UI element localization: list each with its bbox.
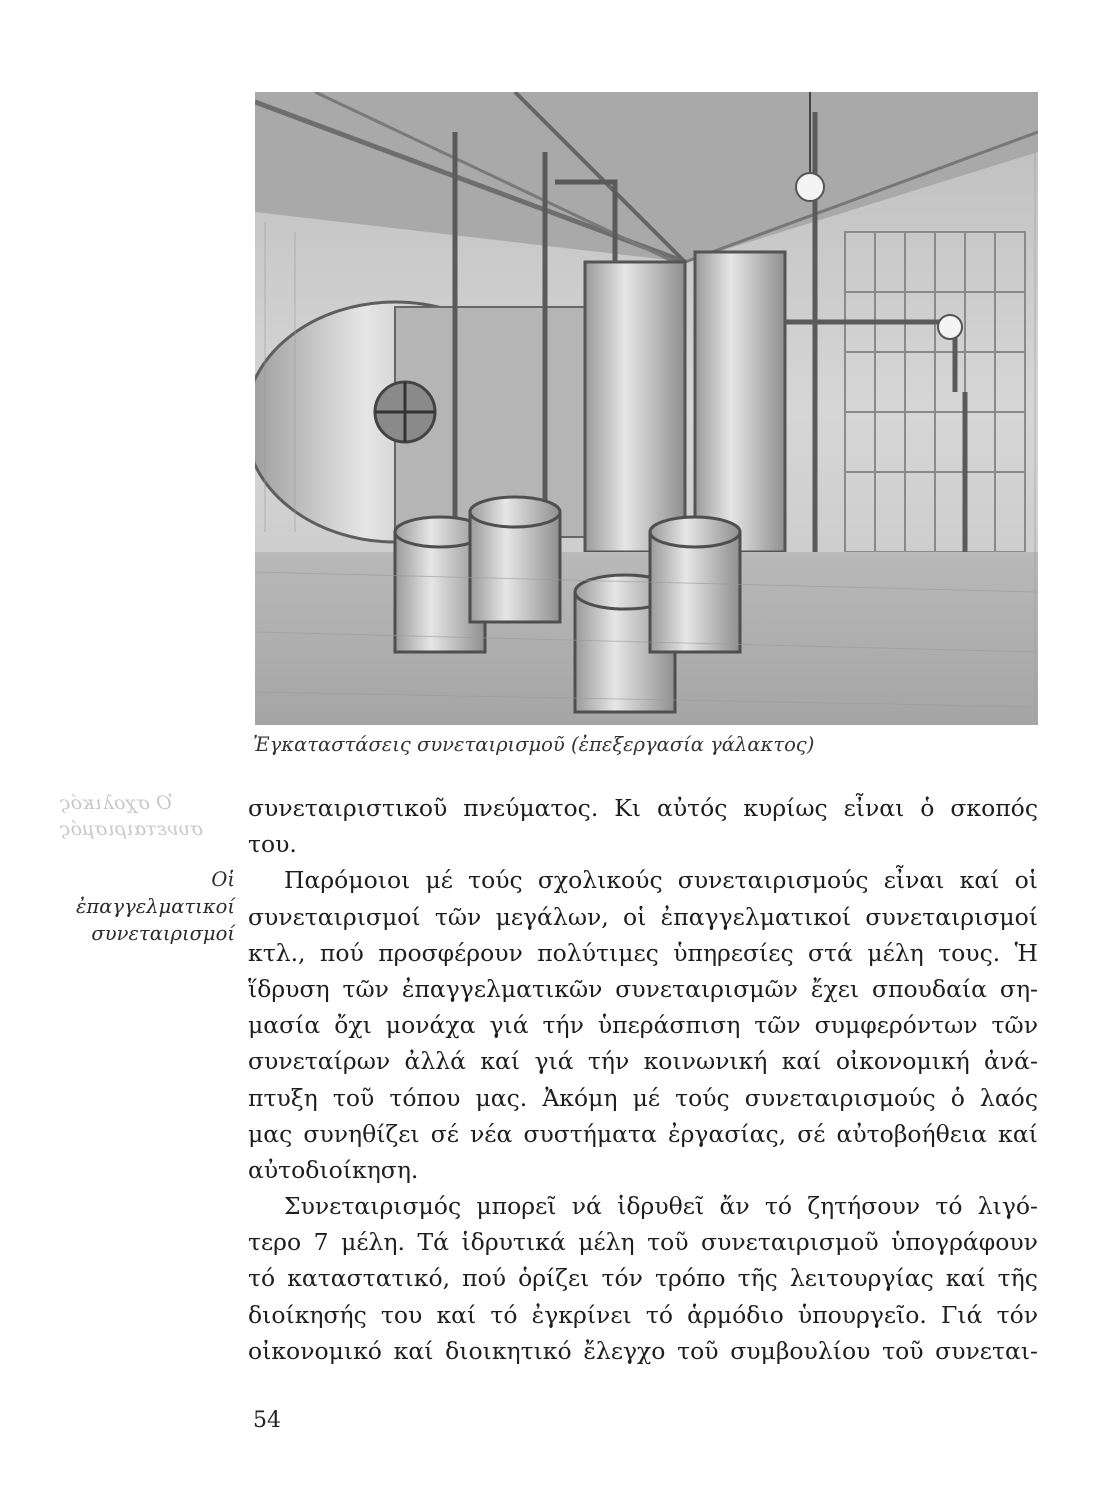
word: ὑπογράφουν bbox=[891, 1228, 1038, 1257]
word: ἔχει bbox=[810, 974, 860, 1003]
word: του bbox=[380, 1300, 423, 1329]
word: τοῦ bbox=[882, 1336, 924, 1365]
word: αὐτοβοήθεια bbox=[836, 1119, 988, 1148]
margin-note-line: Οἱ bbox=[211, 868, 235, 891]
word: οἰκονομικό bbox=[248, 1336, 382, 1365]
word: συνεται- bbox=[935, 1336, 1038, 1365]
page-number: 54 bbox=[253, 1408, 281, 1433]
figure-caption: Ἐγκαταστάσεις συνεταιρισμοῦ (ἐπεξεργασία γάλακτος) bbox=[253, 733, 815, 756]
word: ὄχι bbox=[334, 1011, 372, 1040]
text-line: του. bbox=[248, 830, 297, 859]
word: τῆς bbox=[997, 1264, 1038, 1293]
word: καί bbox=[959, 866, 1000, 895]
word: πού bbox=[462, 1264, 507, 1293]
word: ἁρμόδιο bbox=[687, 1300, 784, 1329]
word: σκοπός bbox=[950, 794, 1038, 822]
ghost-line: Ὁ σχολικός bbox=[60, 792, 173, 814]
word: τό bbox=[764, 1192, 793, 1221]
word: μέλη bbox=[578, 1228, 635, 1257]
word: μέ bbox=[425, 866, 453, 895]
word: συνεταιρισμοί bbox=[248, 902, 421, 931]
word: καί bbox=[945, 1264, 986, 1293]
word: Τά bbox=[417, 1228, 449, 1257]
word: διοικητικό bbox=[445, 1336, 572, 1365]
word: οἰκονομική bbox=[835, 1047, 970, 1076]
word: τοῦ bbox=[332, 1083, 375, 1112]
word: τό bbox=[248, 1264, 276, 1293]
margin-note-line: ἐπαγγελματικοί bbox=[75, 895, 235, 918]
word: πού bbox=[319, 938, 364, 967]
word: καί bbox=[436, 1300, 477, 1329]
word: καί bbox=[998, 1119, 1038, 1148]
ghost-line: συνεταιρισμός bbox=[60, 818, 204, 840]
word: συστήματα bbox=[523, 1119, 657, 1148]
word: ἐπαγγελματικοί bbox=[660, 902, 852, 931]
word: Κι bbox=[614, 794, 642, 822]
word: τήν bbox=[542, 1011, 584, 1040]
word: μέ bbox=[632, 1083, 661, 1112]
word: συνεταιριστικοῦ bbox=[248, 794, 448, 822]
word: ἔλεγχο bbox=[583, 1336, 666, 1365]
word: μας bbox=[248, 1119, 293, 1148]
word: ζητήσουν bbox=[807, 1192, 921, 1221]
word: σέ bbox=[430, 1119, 459, 1148]
word: Ἡ bbox=[1014, 938, 1038, 967]
text-line bbox=[248, 1188, 1038, 1224]
word: συνεταίρων bbox=[248, 1047, 391, 1076]
word: Ἀκόμη bbox=[542, 1083, 618, 1112]
word: γιά bbox=[534, 1047, 574, 1076]
word: λειτουργίας bbox=[789, 1264, 934, 1293]
word: τῶν bbox=[754, 1011, 801, 1040]
word: τό bbox=[935, 1192, 963, 1221]
margin-note bbox=[40, 866, 235, 947]
text-line bbox=[248, 1297, 1038, 1333]
word: τόν bbox=[601, 1264, 643, 1293]
word: τῶν bbox=[342, 974, 389, 1003]
word: σχολικούς bbox=[537, 866, 663, 895]
word: κυρίως bbox=[743, 794, 828, 822]
text-line bbox=[248, 862, 1038, 898]
word: Παρόμοιοι bbox=[284, 866, 411, 895]
text-line bbox=[248, 1333, 1038, 1369]
word: εἶναι bbox=[843, 794, 905, 822]
word: τρόπο bbox=[654, 1264, 726, 1293]
word: ἐγκρίνει bbox=[531, 1300, 632, 1329]
word: τους. bbox=[938, 938, 1001, 967]
word: ὁ bbox=[950, 1083, 965, 1112]
word: μονάχα bbox=[385, 1011, 476, 1040]
word: σέ bbox=[797, 1119, 826, 1148]
margin-note-line: συνεταιρισμοί bbox=[91, 922, 235, 945]
word: μας. bbox=[475, 1083, 528, 1112]
word: τόπου bbox=[389, 1083, 461, 1112]
word: τό bbox=[645, 1300, 673, 1329]
text-line bbox=[248, 1007, 1038, 1043]
text-line: αὐτοδιοίκηση. bbox=[248, 1155, 419, 1184]
word: καταστατικό, bbox=[287, 1264, 451, 1293]
word: ἱδρυτικά bbox=[461, 1228, 566, 1257]
word: πνεύματος. bbox=[463, 794, 599, 822]
word: συνεταιρισμοί bbox=[865, 902, 1038, 931]
word: τούς bbox=[468, 866, 523, 895]
word: τούς bbox=[675, 1083, 730, 1112]
text-line bbox=[248, 1260, 1038, 1296]
word: ἵδρυση bbox=[248, 974, 330, 1003]
word: ἀνά- bbox=[984, 1047, 1038, 1076]
word: αὐτός bbox=[656, 794, 728, 822]
dairy-plant-illustration bbox=[255, 92, 1038, 725]
word: ὁ bbox=[920, 794, 935, 822]
word: κοινωνική bbox=[643, 1047, 768, 1076]
word: μεγάλων, bbox=[495, 902, 609, 931]
word: τοῦ bbox=[677, 1336, 719, 1365]
word: συνεταιρισμοῦ bbox=[701, 1228, 879, 1257]
word: νά bbox=[571, 1192, 602, 1221]
word: ὑπηρεσίες bbox=[673, 938, 794, 967]
word: τό bbox=[490, 1300, 518, 1329]
text-line bbox=[248, 1080, 1038, 1116]
text-line bbox=[248, 790, 1038, 826]
word: συνεταιρισμῶν bbox=[615, 974, 798, 1003]
margin-ghost-note bbox=[60, 790, 235, 842]
word: συνεταιρισμούς bbox=[677, 866, 869, 895]
word: μασία bbox=[248, 1011, 321, 1040]
word: σπουδαία bbox=[872, 974, 988, 1003]
word: ἐργασίας, bbox=[668, 1119, 787, 1148]
word: ὑπεράσπιση bbox=[597, 1011, 741, 1040]
word: συμφερόντων bbox=[814, 1011, 978, 1040]
word: οἱ bbox=[1014, 866, 1038, 895]
word: Συνεταιρισμός bbox=[284, 1192, 462, 1221]
word: τῶν bbox=[434, 902, 482, 931]
word: ση- bbox=[999, 974, 1038, 1003]
word: συνεταιρισμούς bbox=[744, 1083, 936, 1112]
text-line bbox=[248, 971, 1038, 1007]
word: ὁρίζει bbox=[518, 1264, 590, 1293]
text-line bbox=[248, 1224, 1038, 1260]
word: τόν bbox=[996, 1300, 1038, 1329]
word: ἀλλά bbox=[404, 1047, 466, 1076]
word: τοῦ bbox=[647, 1228, 689, 1257]
word: τήν bbox=[587, 1047, 630, 1076]
word: μέλη. bbox=[341, 1228, 405, 1257]
body-text bbox=[248, 790, 1038, 1369]
illustration-drawing bbox=[255, 92, 1038, 725]
text-line bbox=[248, 935, 1038, 971]
word: λιγό- bbox=[977, 1192, 1038, 1221]
word: 7 bbox=[313, 1228, 329, 1257]
word: μέλη bbox=[867, 938, 924, 967]
word: εἶναι bbox=[883, 866, 945, 895]
word: προσφέρουν bbox=[378, 938, 523, 967]
word: καί bbox=[393, 1336, 434, 1365]
word: πτυξη bbox=[248, 1083, 318, 1112]
word: ἄν bbox=[719, 1192, 750, 1221]
word: κτλ., bbox=[248, 938, 306, 967]
word: νέα bbox=[470, 1119, 513, 1148]
text-line bbox=[248, 1043, 1038, 1079]
word: τῆς bbox=[737, 1264, 778, 1293]
word: διοίκησής bbox=[248, 1300, 367, 1329]
word: οἱ bbox=[623, 902, 647, 931]
word: συνηθίζει bbox=[303, 1119, 420, 1148]
word: στά bbox=[808, 938, 853, 967]
word: μπορεῖ bbox=[476, 1192, 557, 1221]
text-line bbox=[248, 899, 1038, 935]
text-line bbox=[248, 1116, 1038, 1152]
word: γιά bbox=[489, 1011, 529, 1040]
word: ἐπαγγελματικῶν bbox=[401, 974, 603, 1003]
word: λαός bbox=[979, 1083, 1038, 1112]
word: τῶν bbox=[991, 1011, 1038, 1040]
word: ἱδρυθεῖ bbox=[617, 1192, 705, 1221]
word: καί bbox=[781, 1047, 822, 1076]
word: Γιά bbox=[941, 1300, 983, 1329]
word: πολύτιμες bbox=[537, 938, 659, 967]
word: ὑπουργεῖο. bbox=[797, 1300, 927, 1329]
word: συμβουλίου bbox=[730, 1336, 871, 1365]
word: τερο bbox=[248, 1228, 302, 1257]
word: καί bbox=[480, 1047, 521, 1076]
